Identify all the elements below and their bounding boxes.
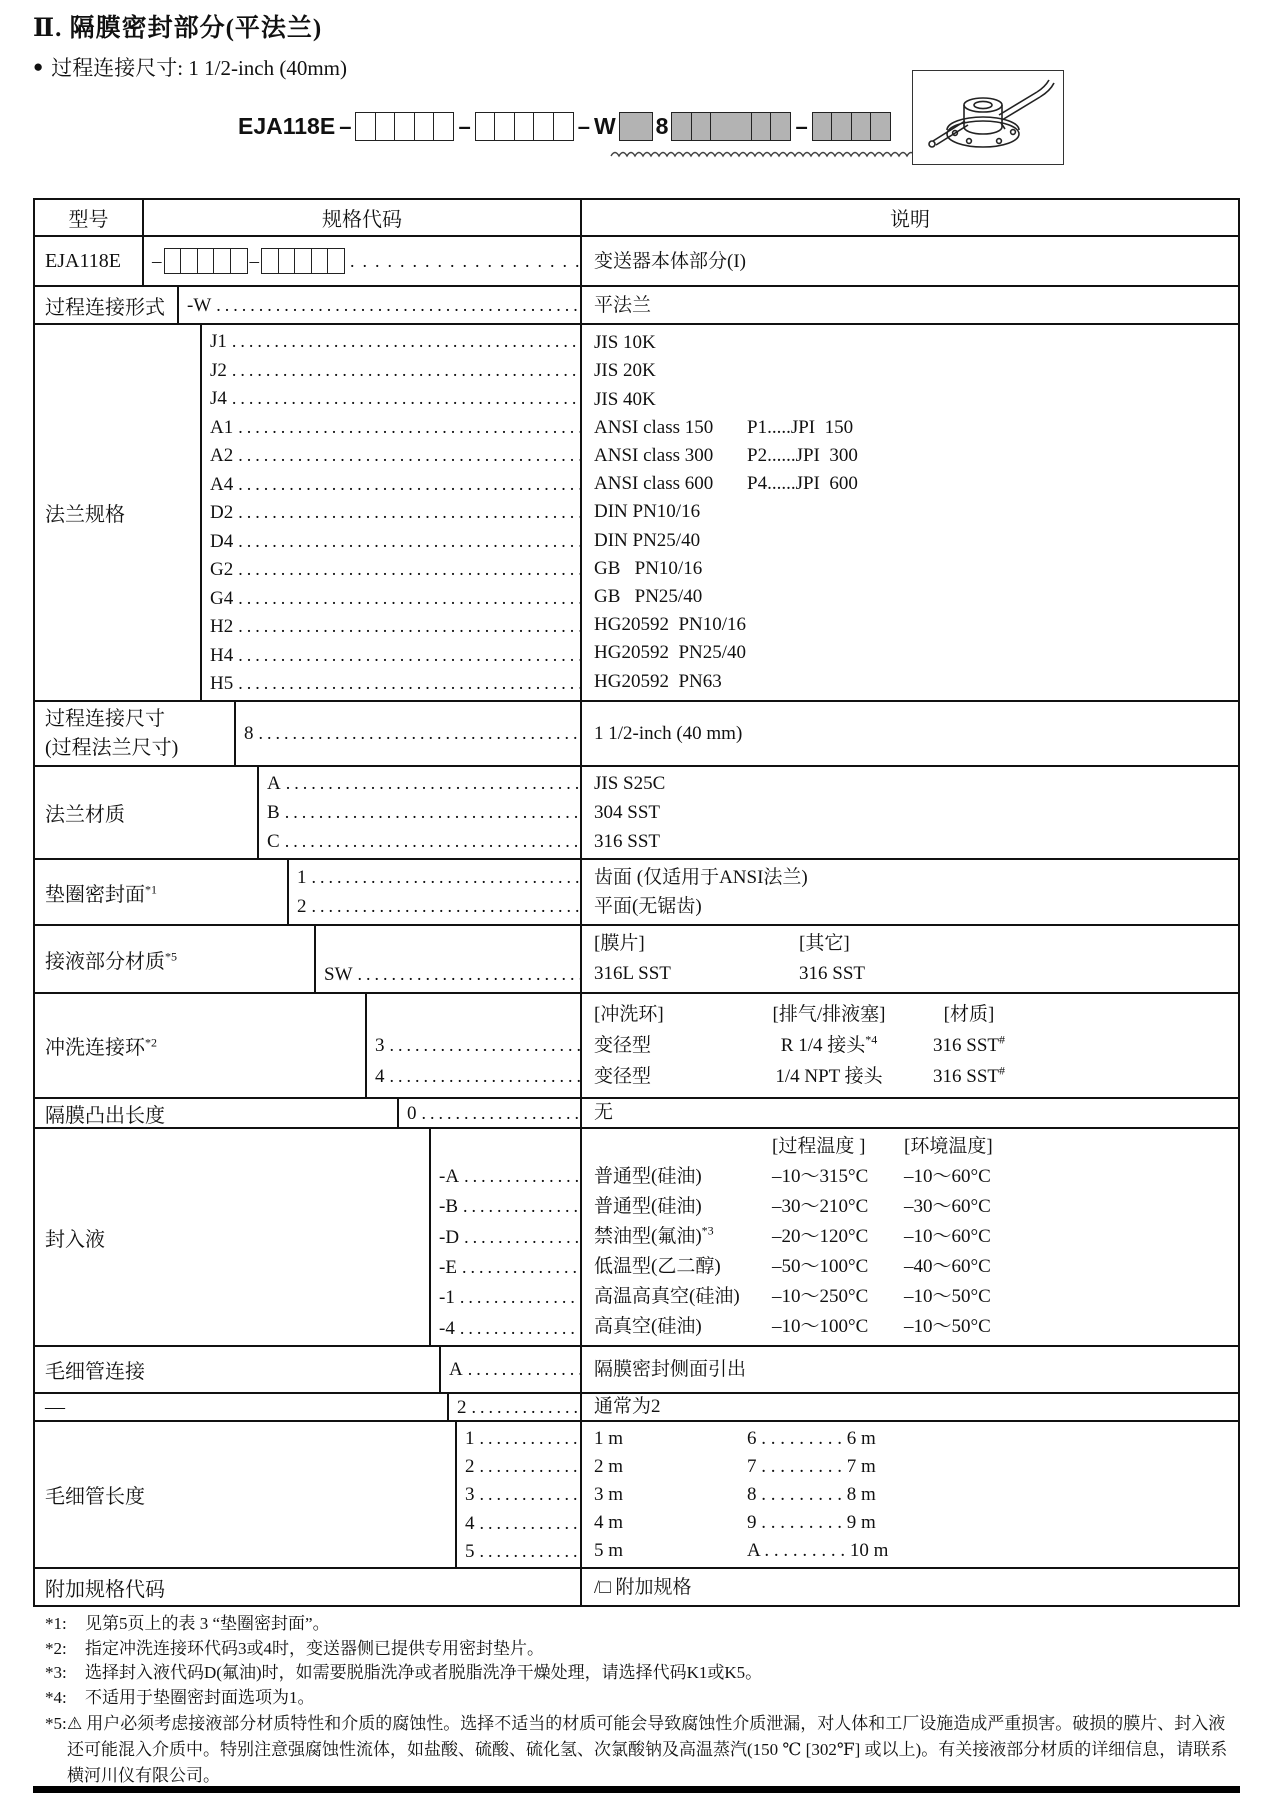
row-conn-form xyxy=(35,285,1238,323)
row-label: — xyxy=(45,1395,65,1418)
dash: – xyxy=(339,113,352,139)
row-label: 冲洗连接环$^{*2}$ xyxy=(45,1035,157,1059)
code-option: G2 ..... xyxy=(210,555,580,584)
desc-line: [过程温度 ] [环境温度] xyxy=(772,1136,993,1157)
code-option: J1 ..... xyxy=(210,327,580,356)
code-option: 0 ..... xyxy=(407,1100,580,1126)
code-option: 3 ..... xyxy=(375,1030,580,1061)
code-option: 4 ..... xyxy=(375,1061,580,1092)
code-option: -D ..... xyxy=(439,1222,580,1252)
row-label: 毛细管连接 xyxy=(45,1361,145,1383)
bullet-text: 过程连接尺寸: 1 1/2-inch (40mm) xyxy=(51,56,348,80)
row-label: 垫圈密封面$^{*1}$ xyxy=(45,881,157,906)
desc-line: JIS S25C xyxy=(594,773,666,794)
code-option: B ..... xyxy=(267,798,580,827)
code-option: A1 ..... xyxy=(210,413,580,442)
desc-line: 普通型(硅油) –10～315°C –10～60°C xyxy=(594,1166,991,1187)
code-spacer xyxy=(324,929,580,959)
code-option: D4 ..... xyxy=(210,527,580,556)
row-conn-size xyxy=(35,700,1238,765)
code-boxes-group2 xyxy=(475,112,574,141)
code-box-gray-single xyxy=(619,112,653,141)
diaphragm-seal-drawing xyxy=(913,71,1060,161)
row-capillary-length xyxy=(35,1420,1238,1567)
header-code: 规格代码 xyxy=(142,200,580,235)
desc-line: [膜片] [其它] xyxy=(594,933,850,954)
code-option: 2 ..... xyxy=(457,1395,580,1419)
desc-line: 变径型 1/4 NPT 接头 316 SST# xyxy=(594,1063,1005,1087)
desc-line: 304 SST xyxy=(594,802,660,823)
row-model-body xyxy=(35,235,1238,285)
desc-line: ANSI class 150 P1.....JPI 150 xyxy=(594,416,854,438)
row-additional-codes xyxy=(35,1567,1238,1605)
spec-code-table xyxy=(33,198,1240,1607)
row-label: 毛细管长度 xyxy=(45,1486,145,1508)
row-wetted-material xyxy=(35,924,1238,992)
code-option: H4 ..... xyxy=(210,641,580,670)
row-diaphragm-extension xyxy=(35,1097,1238,1127)
model-code-size-digit: 8 xyxy=(655,113,669,139)
row-flushing-ring xyxy=(35,992,1238,1097)
page-title: Ⅱ. 隔膜密封部分(平法兰) xyxy=(33,15,323,42)
desc-line: 高温高真空(硅油) –10～250°C –10～50°C xyxy=(594,1286,991,1307)
model-code-diagram xyxy=(238,112,891,141)
code-spacer xyxy=(375,999,580,1030)
row-capillary-connection xyxy=(35,1345,1238,1392)
table-header-row xyxy=(35,200,1238,235)
desc-line: 1 1/2-inch (40 mm) xyxy=(594,723,743,744)
row-label: 接液部分材质$^{*5}$ xyxy=(45,948,177,973)
code-option: 2 ..... xyxy=(465,1452,580,1480)
code-option: SW ..... xyxy=(324,959,580,990)
header-desc: 说明 xyxy=(580,200,1238,235)
desc-line: 316 SST xyxy=(594,831,660,852)
desc-line: 变送器本体部分(I) xyxy=(594,250,746,272)
code-option: 3 ..... xyxy=(465,1480,580,1508)
desc-line: JIS 20K xyxy=(594,360,656,382)
code-spacer xyxy=(439,1131,580,1161)
footnote-5: *5: ⚠ 用户必须考虑接液部分材质特性和介质的腐蚀性。选择不适当的材质可能会导致腐蚀性介质泄漏，对人体和工厂设施造成严重损害。破损的膜片、封入液还可能混入介质中。特别注意强腐蚀性流体，如盐酸、硫酸、硫化氢、次氯酸钠及高温蒸汽(150 ℃ [302℉] 或以上)。有关接液部分材质的详细信息，请联系横河川仪有限公司。 xyxy=(45,1714,1228,1785)
desc-line: 普通型(硅油) –30～210°C –30～60°C xyxy=(594,1196,991,1217)
model-code-prefix: EJA118E xyxy=(238,113,336,139)
model-code-boxes: – – ..... xyxy=(152,247,580,276)
code-option: 8 ..... xyxy=(244,719,580,748)
dash: – xyxy=(577,113,590,139)
footnote-3: *3: 选择封入液代码D(氟油)时，如需要脱脂洗净或者脱脂洗净干燥处理，请选择代码K1或K5。 xyxy=(45,1663,763,1682)
row-label: 隔膜凸出长度 xyxy=(45,1104,165,1127)
code-option: J2 ..... xyxy=(210,356,580,385)
desc-line: 平法兰 xyxy=(594,294,652,316)
desc-line: DIN PN25/40 xyxy=(594,529,701,551)
code-option: 1 ..... xyxy=(297,863,580,892)
desc-line: 隔膜密封侧面引出 xyxy=(594,1359,747,1380)
desc-line: [冲洗环] [排气/排液塞] [材质] xyxy=(594,1004,995,1025)
row-label: 过程连接尺寸 (过程法兰尺寸) xyxy=(45,707,179,759)
code-option: -4 ..... xyxy=(439,1313,580,1343)
row-label: 法兰规格 xyxy=(45,504,125,526)
code-option: A4 ..... xyxy=(210,470,580,499)
desc-line: JIS 40K xyxy=(594,388,656,410)
code-option: D2 ..... xyxy=(210,498,580,527)
bullet-icon: ● xyxy=(33,57,44,76)
footnote-4: *4: 不适用于垫圈密封面选项为1。 xyxy=(45,1687,315,1707)
desc-line: 通常为2 xyxy=(594,1396,661,1417)
desc-line: 316L SST 316 SST xyxy=(594,963,865,984)
desc-line: /□ 附加规格 xyxy=(594,1576,692,1598)
code-option: 2 ..... xyxy=(297,892,580,921)
code-option: A2 ..... xyxy=(210,441,580,470)
desc-line: 变径型 R 1/4 接头$^{*4}$ 316 SST# xyxy=(594,1032,1005,1056)
desc-line: 1 m 6 . . . . . . . . . 6 m xyxy=(594,1427,876,1449)
row-label: 过程连接形式 xyxy=(45,296,165,319)
desc-line: 禁油型(氟油)$^{*3}$ –20～120°C –10～60°C xyxy=(594,1223,991,1247)
desc-line: GB PN25/40 xyxy=(594,586,703,607)
desc-line: JIS 10K xyxy=(594,332,656,354)
code-option: -1 ..... xyxy=(439,1282,580,1312)
desc-line: ANSI class 600 P4......JPI 600 xyxy=(594,473,858,495)
code-option: -W ..... xyxy=(187,291,580,320)
row-label: 封入液 xyxy=(45,1228,105,1251)
model-code-w: W xyxy=(593,113,616,139)
code-option: G4 ..... xyxy=(210,584,580,613)
code-option: A ..... xyxy=(449,1355,580,1384)
footnotes xyxy=(33,1612,1240,1790)
wavy-underline xyxy=(610,149,962,159)
desc-line: DIN PN10/16 xyxy=(594,501,701,523)
code-option: A ..... xyxy=(267,769,580,798)
code-boxes-gray-group xyxy=(671,112,791,141)
footnote-2: *2: 指定冲洗连接环代码3或4时，变送器侧已提供专用密封垫片。 xyxy=(45,1638,544,1658)
desc-line: 平面(无锯齿) xyxy=(594,896,702,917)
desc-line: ANSI class 300 P2......JPI 300 xyxy=(594,444,858,466)
code-option: -B ..... xyxy=(439,1191,580,1221)
code-option: H2 ..... xyxy=(210,612,580,641)
desc-line: 5 m A . . . . . . . . . 10 m xyxy=(594,1539,889,1561)
product-illustration xyxy=(912,70,1064,165)
desc-line: HG20592 PN10/16 xyxy=(594,614,747,636)
code-option: J4 ..... xyxy=(210,384,580,413)
desc-line: 3 m 8 . . . . . . . . . 8 m xyxy=(594,1483,876,1505)
row-label: 法兰材质 xyxy=(45,804,125,826)
dash: – xyxy=(795,113,808,139)
desc-line: 4 m 9 . . . . . . . . . 9 m xyxy=(594,1511,876,1533)
desc-line: 无 xyxy=(594,1102,614,1123)
desc-line: 齿面 (仅适用于ANSI法兰) xyxy=(594,867,808,888)
desc-line: GB PN10/16 xyxy=(594,557,703,579)
code-boxes-group1 xyxy=(355,112,454,141)
desc-line: HG20592 PN63 xyxy=(594,670,722,692)
desc-line: 高真空(硅油) –10～100°C –10～50°C xyxy=(594,1316,991,1337)
warning-icon: ⚠ xyxy=(67,1714,83,1733)
code-option: C ..... xyxy=(267,827,580,856)
row-gasket-face xyxy=(35,858,1238,924)
row-dash xyxy=(35,1392,1238,1420)
code-option: -E ..... xyxy=(439,1252,580,1282)
page-footer-rule xyxy=(33,1786,1240,1793)
code-boxes-gray-group2 xyxy=(812,112,892,141)
code-option: 5 ..... xyxy=(465,1537,580,1565)
code-option: 1 ..... xyxy=(465,1424,580,1452)
code-option: 4 ..... xyxy=(465,1509,580,1537)
header-model: 型号 xyxy=(68,209,109,231)
process-connection-note xyxy=(33,52,347,82)
desc-line: HG20592 PN25/40 xyxy=(594,642,747,664)
code-option: H5 ..... xyxy=(210,669,580,698)
desc-line: 低温型(乙二醇) –50～100°C –40～60°C xyxy=(594,1256,991,1277)
row-flange-material xyxy=(35,765,1238,858)
row-label: EJA118E xyxy=(45,249,121,272)
row-fill-fluid xyxy=(35,1127,1238,1345)
footnote-1: *1: 见第5页上的表 3 “垫圈密封面”。 xyxy=(45,1614,330,1633)
desc-line: 2 m 7 . . . . . . . . . 7 m xyxy=(594,1455,876,1477)
code-option: -A ..... xyxy=(439,1161,580,1191)
row-flange-spec xyxy=(35,323,1238,700)
row-label: 附加规格代码 xyxy=(45,1578,165,1601)
dash: – xyxy=(458,113,471,139)
